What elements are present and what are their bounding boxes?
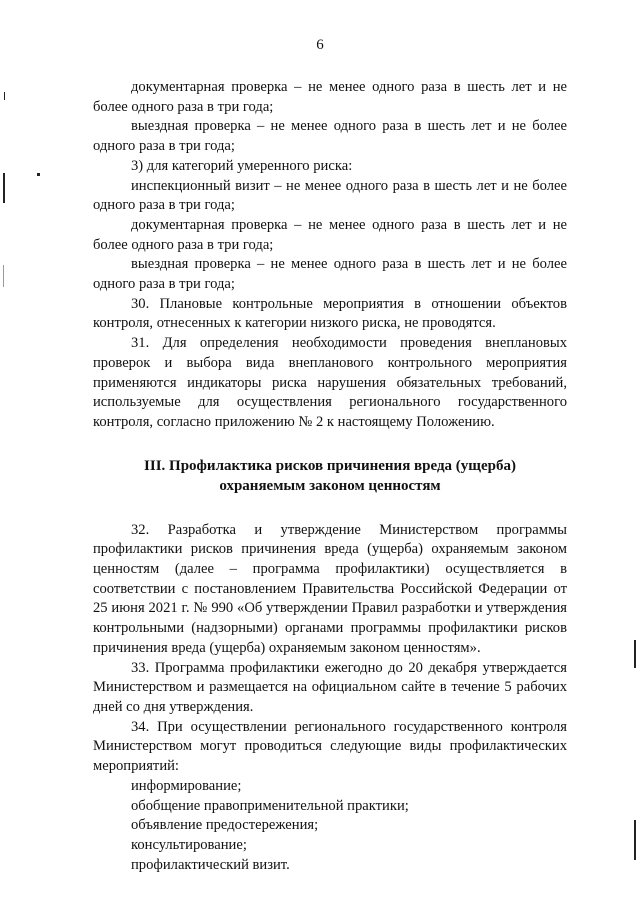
paragraph: 32. Разработка и утверждение Министерством программы профилактики рисков причинения вреда (ущерба) охраняемым законом ценностям (далее – программа профилактики) осуществляется в соответствии с постановлением Правительства Российской Федерации от 25 июня 2021 г. № 990 «Об утверждении Правил разработки и утверждения контрольными (надзорными) органами программы профилактики рисков причинения вреда (ущерба) охраняемым законом ценностям».	[93, 521, 567, 656]
list-item: информирование;	[131, 777, 242, 794]
paragraph: 30. Плановые контрольные мероприятия в отношении объектов контроля, отнесенных к категории низкого риска, не проводятся.	[93, 295, 567, 332]
list-item: профилактический визит.	[131, 856, 290, 873]
list-item: обобщение правоприменительной практики;	[131, 797, 409, 814]
section-heading-line: III. Профилактика рисков причинения вреда (ущерба)	[144, 457, 516, 474]
paragraph: 33. Программа профилактики ежегодно до 20 декабря утверждается Министерством и размещается на официальном сайте в течение 5 рабочих дней со дня утверждения.	[93, 659, 567, 715]
list-item: объявление предостережения;	[131, 817, 319, 834]
paragraph: документарная проверка – не менее одного раза в шесть лет и не более одного раза в три года;	[93, 216, 567, 253]
section-heading-line: охраняемым законом ценностям	[219, 477, 441, 494]
scan-mark	[3, 265, 4, 287]
scan-mark	[4, 92, 5, 100]
paragraph: 31. Для определения необходимости проведения внеплановых проверок и выбора вида внепланового контрольного мероприятия применяются индикаторы риска нарушения обязательных требований, используемые для осуществления регионального государственного контроля, согласно приложению № 2 к настоящему Положению.	[93, 335, 567, 430]
document-body	[93, 78, 567, 875]
page-number: 6	[316, 37, 324, 53]
paragraph: документарная проверка – не менее одного раза в шесть лет и не более одного раза в три года;	[93, 79, 567, 115]
paragraph: выездная проверка – не менее одного раза в шесть лет и не более одного раза в три года;	[93, 256, 567, 293]
section-heading	[93, 456, 567, 496]
list-item: консультирование;	[131, 836, 247, 853]
paragraph: выездная проверка – не менее одного раза в шесть лет и не более одного раза в три года;	[93, 118, 567, 155]
paragraph: 3) для категорий умеренного риска:	[131, 157, 353, 174]
paragraph: 34. При осуществлении регионального государственного контроля Министерством могут проводиться следующие виды профилактических мероприятий:	[93, 718, 567, 775]
scan-mark	[634, 820, 636, 860]
scan-mark	[37, 173, 40, 176]
scan-mark	[634, 640, 636, 668]
scan-mark	[3, 173, 5, 203]
paragraph: инспекционный визит – не менее одного раза в шесть лет и не более одного раза в три года;	[93, 177, 567, 214]
